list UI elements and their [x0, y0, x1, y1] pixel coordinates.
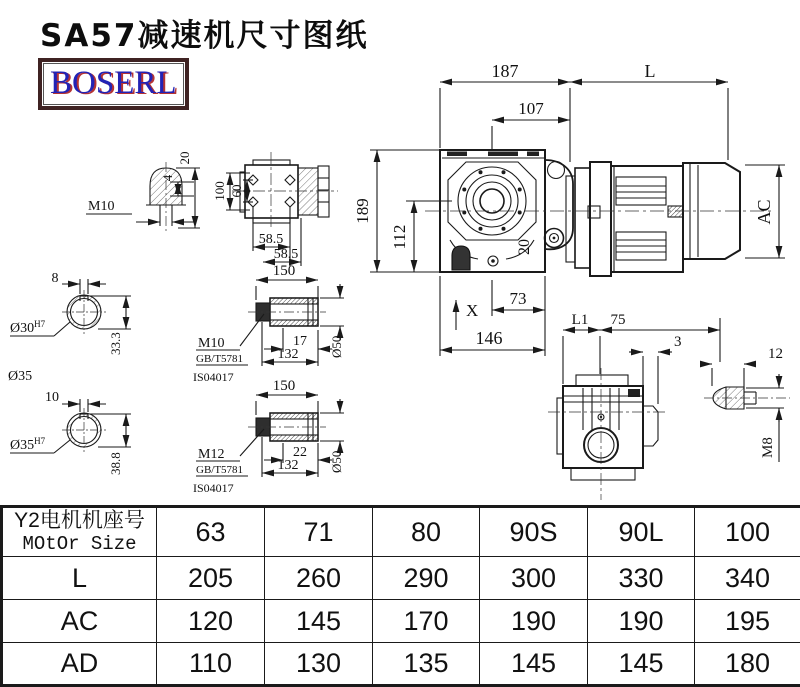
dim-s1-d50: Ø50 — [329, 336, 344, 358]
cell: 330 — [588, 557, 695, 600]
cell: 290 — [373, 557, 480, 600]
side-view — [548, 312, 720, 500]
dim-M8: M8 — [760, 437, 776, 458]
shaft-detail-2 — [193, 378, 344, 495]
dim-plug-20: 20 — [177, 152, 192, 165]
col-header: 100 — [695, 507, 800, 557]
cell: 260 — [265, 557, 373, 600]
dim-75: 75 — [611, 312, 626, 328]
cell: 110 — [157, 643, 265, 686]
cell: 190 — [480, 600, 588, 643]
dim-s1-150: 150 — [273, 263, 296, 279]
dim-s1-132: 132 — [278, 347, 299, 362]
dim-s2-132: 132 — [278, 458, 299, 473]
dim-plug-4: 4 — [160, 174, 175, 181]
dim-112: 112 — [390, 225, 409, 250]
dim-AC: AC — [754, 199, 774, 224]
motor-dimension-table — [0, 505, 800, 687]
dim-s1-standard: GB/T5781 — [196, 353, 243, 365]
col-header: 90L — [588, 507, 695, 557]
cell: 180 — [695, 643, 800, 686]
brand-logo-text: BOSERL — [50, 65, 177, 101]
dim-s1-thread: M10 — [198, 336, 224, 351]
dim-58-5-a: 58.5 — [259, 232, 284, 247]
motor-side-view — [566, 162, 740, 276]
col-header: 90S — [480, 507, 588, 557]
dim-3: 3 — [674, 334, 682, 350]
dim-L: L — [645, 61, 656, 81]
dim-s2-d50: Ø50 — [329, 451, 344, 473]
label-od35: Ø35 — [8, 369, 32, 384]
dim-73: 73 — [510, 289, 527, 308]
cell: 195 — [695, 600, 800, 643]
col-header: 63 — [157, 507, 265, 557]
bore-section-2 — [10, 390, 131, 475]
dim-plug-M10: M10 — [88, 199, 114, 214]
dim-60: 60 — [229, 185, 244, 198]
cell: 205 — [157, 557, 265, 600]
dim-100: 100 — [212, 181, 227, 201]
table-row-L — [2, 557, 800, 600]
dim-146: 146 — [476, 328, 503, 348]
page-title: SA57减速机尺寸图纸 — [40, 10, 368, 55]
cell: 190 — [588, 600, 695, 643]
dim-20: 20 — [516, 239, 533, 255]
plug-detail-view — [86, 152, 200, 233]
col-header: 71 — [265, 507, 373, 557]
motor-size-header-cell — [2, 507, 157, 557]
main-view — [353, 61, 785, 356]
dim-bore1: $Ø30^{H7}$ — [10, 319, 46, 336]
top-view — [212, 152, 338, 266]
motor-size-label-cn: Y2电机机座号 — [3, 509, 156, 533]
dim-s2-standard: GB/T5781 — [196, 464, 243, 476]
shaft-detail-1 — [193, 263, 344, 384]
dim-12: 12 — [768, 346, 783, 362]
dim-key1-width: 8 — [52, 271, 59, 286]
dim-58-5-b: 58.5 — [274, 247, 299, 262]
dim-key1-height: 33.3 — [108, 332, 123, 355]
dim-189: 189 — [353, 198, 372, 224]
col-header: 80 — [373, 507, 480, 557]
row-label: AD — [2, 643, 157, 686]
table-header-row — [2, 507, 800, 557]
dim-key2-height: 38.8 — [108, 452, 123, 475]
dim-s2-22: 22 — [293, 445, 307, 460]
dim-s1-iso: IS04017 — [193, 370, 234, 384]
dim-s2-iso: IS04017 — [193, 481, 234, 495]
bore-section-1 — [8, 271, 131, 384]
dim-187: 187 — [492, 61, 519, 81]
table-row-AD — [2, 643, 800, 686]
cell: 145 — [265, 600, 373, 643]
cell: 170 — [373, 600, 480, 643]
dim-key2-width: 10 — [45, 390, 59, 405]
cell: 340 — [695, 557, 800, 600]
dim-s1-17: 17 — [293, 334, 307, 349]
bolt-detail-view — [700, 346, 790, 462]
dim-L1: L1 — [572, 312, 589, 328]
motor-size-label-en: MOtOr Size — [3, 533, 156, 555]
row-label: AC — [2, 600, 157, 643]
cell: 120 — [157, 600, 265, 643]
dim-s2-150: 150 — [273, 378, 296, 394]
dim-bore2: $Ø35^{H7}$ — [10, 436, 46, 453]
cell: 145 — [480, 643, 588, 686]
cell: 135 — [373, 643, 480, 686]
dim-107: 107 — [518, 99, 544, 118]
table-row-AC — [2, 600, 800, 643]
row-label: L — [2, 557, 157, 600]
label-X: X — [466, 301, 478, 320]
cell: 130 — [265, 643, 373, 686]
cell: 145 — [588, 643, 695, 686]
dim-s2-thread: M12 — [198, 447, 224, 462]
cell: 300 — [480, 557, 588, 600]
